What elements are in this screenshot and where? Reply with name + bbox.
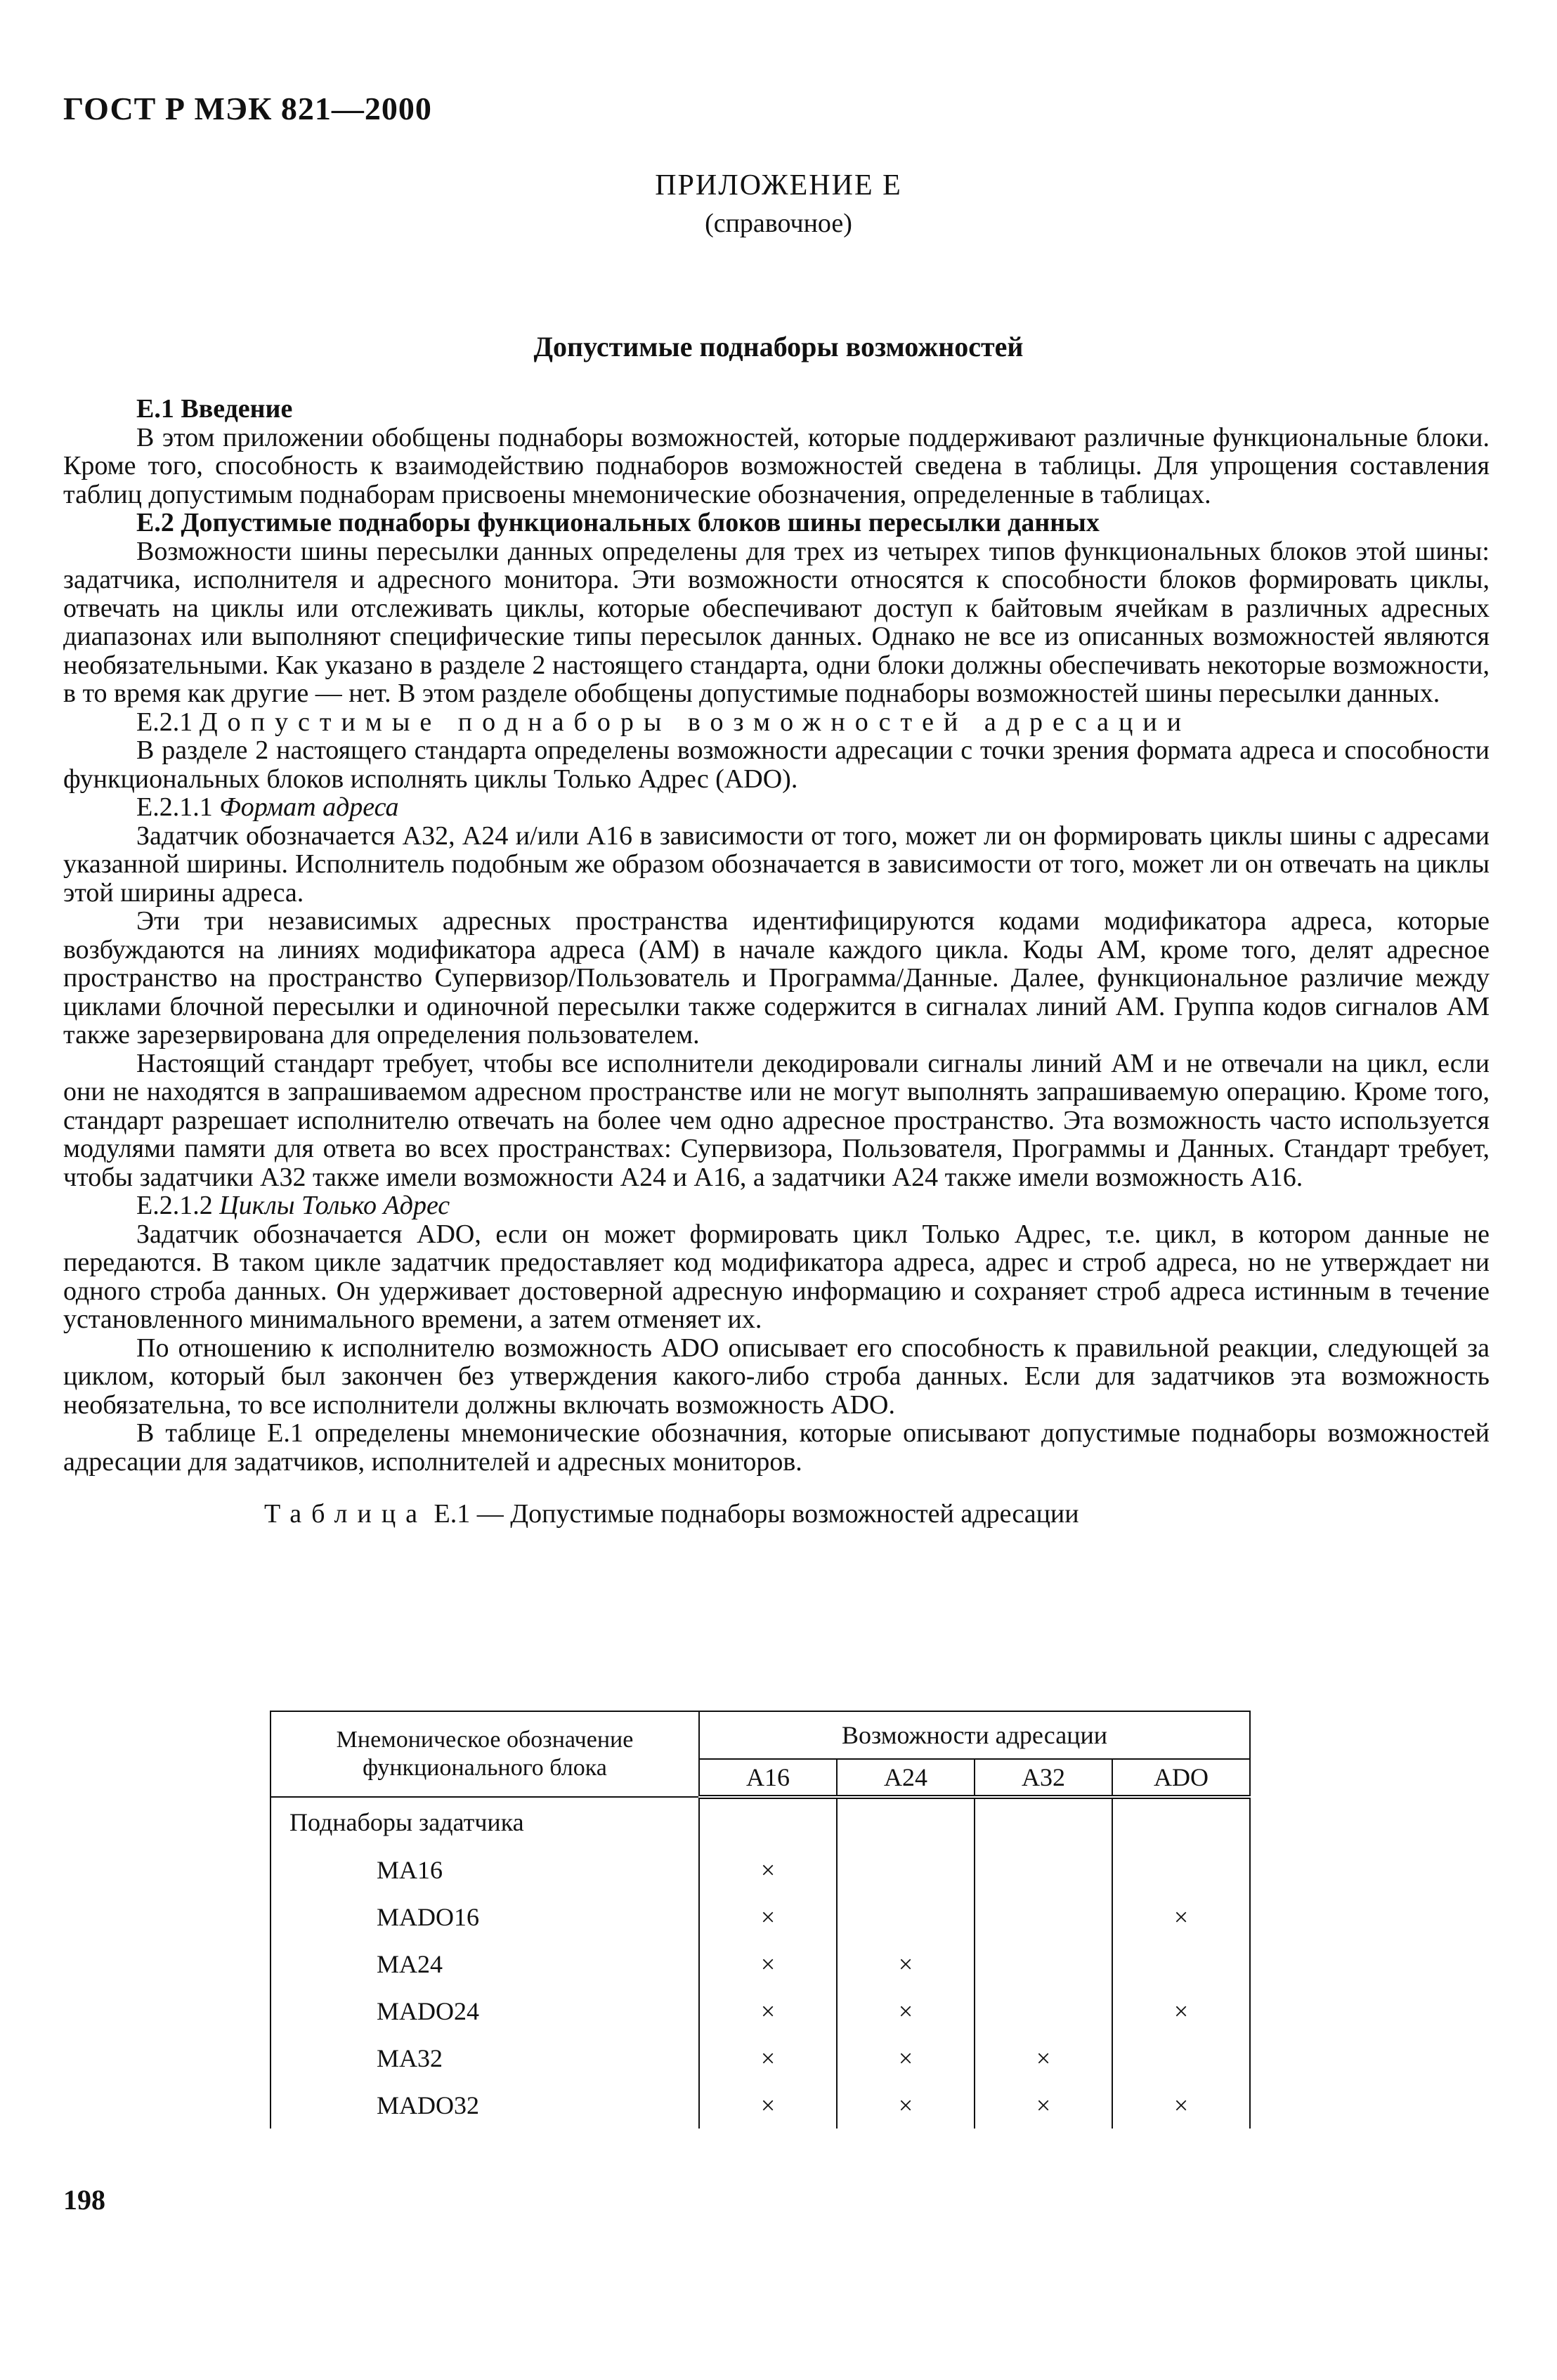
column-header-a24: А24 xyxy=(837,1759,975,1797)
addressing-subsets-table xyxy=(270,1711,1251,2129)
mark-cell: × xyxy=(699,2034,837,2081)
subsection-heading-e212 xyxy=(63,1191,1490,1220)
mark-cell xyxy=(975,1940,1112,1987)
document-body xyxy=(63,395,1490,1529)
subsection-number: Е.2.1 xyxy=(136,707,193,737)
table-caption-text: Е.1 — Допустимые поднаборы возможностей адресации xyxy=(434,1499,1079,1529)
column-header-ado: ADO xyxy=(1112,1759,1250,1797)
mark-cell xyxy=(1112,1846,1250,1893)
subsection-heading-e211 xyxy=(63,793,1490,822)
mark-cell xyxy=(975,1846,1112,1893)
table-row xyxy=(271,1846,1250,1893)
mark-cell: × xyxy=(975,2081,1112,2129)
appendix-title: ПРИЛОЖЕНИЕ Е xyxy=(655,169,902,202)
subsection-title: Циклы Только Адрес xyxy=(219,1191,450,1220)
row-label: MADO16 xyxy=(271,1893,699,1940)
table-group-row xyxy=(271,1797,1250,1846)
subsection-number: Е.2.1.1 xyxy=(136,792,213,822)
table-cell xyxy=(837,1797,975,1846)
table-cell xyxy=(1112,1797,1250,1846)
group-label: Поднаборы задатчика xyxy=(271,1797,699,1846)
standard-header: ГОСТ Р МЭК 821—2000 xyxy=(63,91,432,126)
table-row xyxy=(271,1893,1250,1940)
appendix-subtitle: (справочное) xyxy=(705,209,852,238)
mark-cell xyxy=(837,1846,975,1893)
subsection-number: Е.2.1.2 xyxy=(136,1191,213,1220)
paragraph: Задатчик обозначается А32, А24 и/или А16 в зависимости от того, может ли он формировать циклы шины с адресами указанной ширины. Исполнитель подобным же образом обозначается в зависимости от того, может ли он отвечать на циклы этой ширины адреса. xyxy=(63,820,1490,908)
row-label: MA32 xyxy=(271,2034,699,2081)
mark-cell: × xyxy=(699,1846,837,1893)
paragraph: Настоящий стандарт требует, чтобы все исполнители декодировали сигналы линий АМ и не отвечали на цикл, если они не находятся в запрашиваемом адресном пространстве или не могут выполнять запрашиваемую операцию. Кроме того, стандарт разрешает исполнителю отвечать на более чем одно адресное пространство. Эта возможность часто используется модулями памяти для ответа во всех пространствах: Супервизора, Пользователя, Программы и Данных. Стандарт требует, чтобы задатчики А32 также имели возможности А24 и А16, а задатчики А24 также имели возможность А16. xyxy=(63,1048,1490,1192)
table-row xyxy=(271,1987,1250,2034)
row-label: MADO32 xyxy=(271,2081,699,2129)
mark-cell: × xyxy=(837,1940,975,1987)
table-cell xyxy=(975,1797,1112,1846)
mark-cell: × xyxy=(699,1940,837,1987)
row-label: MA16 xyxy=(271,1846,699,1893)
mark-cell: × xyxy=(975,2034,1112,2081)
column-header-mnemonic: Мнемоническое обозначение функционального блока xyxy=(271,1711,699,1797)
mark-cell xyxy=(975,1987,1112,2034)
paragraph: В таблице Е.1 определены мнемонические обозначния, которые описывают допустимые поднаборы возможностей адресации для задатчиков, исполнителей и адресных мониторов. xyxy=(63,1418,1490,1477)
table-cell xyxy=(699,1797,837,1846)
page-number: 198 xyxy=(63,2184,105,2216)
mark-cell: × xyxy=(699,2081,837,2129)
mark-cell xyxy=(1112,2034,1250,2081)
column-group-header: Возможности адресации xyxy=(699,1711,1250,1759)
section-heading-e2: Е.2 Допустимые поднаборы функциональных блоков шины пересылки данных xyxy=(136,508,1100,537)
paragraph: В этом приложении обобщены поднаборы возможностей, которые поддерживают различные функциональные блоки. Кроме того, способность к взаимодействию поднаборов возможностей сведена в таблицы. Для упрощения составления таблиц допустимым поднаборам присвоены мнемонические обозначения, определенные в таблицах. xyxy=(63,422,1490,509)
row-label: MA24 xyxy=(271,1940,699,1987)
row-label: MADO24 xyxy=(271,1987,699,2034)
document-title: Допустимые поднаборы возможностей xyxy=(533,331,1024,362)
mark-cell xyxy=(975,1893,1112,1940)
mark-cell xyxy=(1112,1940,1250,1987)
mark-cell: × xyxy=(837,2034,975,2081)
subsection-heading-e21 xyxy=(63,708,1490,737)
section-heading-e1: Е.1 Введение xyxy=(136,394,293,424)
paragraph: Задатчик обозначается ADO, если он может формировать цикл Только Адрес, т.е. цикл, в котором данные не передаются. В таком цикле задатчик предоставляет код модификатора адреса, адрес и строб адреса, но не утверждает ни одного строба данных. Он удерживает достоверной адресную информацию и сохраняет строб адреса истинным в течение установленного минимального времени, а затем отменяет их. xyxy=(63,1219,1490,1334)
paragraph: В разделе 2 настоящего стандарта определены возможности адресации с точки зрения формата адреса и способности функциональных блоков исполнять циклы Только Адрес (ADO). xyxy=(63,735,1490,794)
paragraph: Возможности шины пересылки данных определены для трех из четырех типов функциональных блоков этой шины: задатчика, исполнителя и адресного монитора. Эти возможности относятся к способности блоков формировать циклы, отвечать на циклы или отслеживать циклы, которые обеспечивают доступ к байтовым ячейкам в различных адресных диапазонах или выполняют специфические типы пересылок данных. Однако не все из описанных возможностей являются необязательными. Как указано в разделе 2 настоящего стандарта, одни блоки должны обеспечивать некоторые возможности, в то время как другие — нет. В этом разделе обобщены допустимые поднаборы возможностей шины пересылки данных. xyxy=(63,536,1490,708)
mark-cell: × xyxy=(1112,2081,1250,2129)
column-header-a32: А32 xyxy=(975,1759,1112,1797)
mark-cell: × xyxy=(699,1893,837,1940)
mark-cell: × xyxy=(1112,1893,1250,1940)
mark-cell: × xyxy=(837,1987,975,2034)
table-row xyxy=(271,2034,1250,2081)
subsection-title: Формат адреса xyxy=(219,792,399,822)
mark-cell: × xyxy=(699,1987,837,2034)
mark-cell: × xyxy=(1112,1987,1250,2034)
mark-cell: × xyxy=(837,2081,975,2129)
paragraph: Эти три независимых адресных пространства идентифицируются кодами модификатора адреса, которые возбуждаются на линиях модификатора адреса (АМ) в начале каждого цикла. Коды АМ, кроме того, делят адресное пространство на пространство Супервизор/Пользователь и Программа/Данные. Далее, функциональное различие между циклами блочной пересылки и одиночной пересылки также содержится в сигналах линий АМ. Группа кодов сигналов АМ также зарезервирована для определения пользователем. xyxy=(63,906,1490,1050)
mark-cell xyxy=(837,1893,975,1940)
table-row xyxy=(271,2081,1250,2129)
subsection-title: Допустимые поднаборы возможностей адресации xyxy=(199,707,1192,737)
column-header-a16: А16 xyxy=(699,1759,837,1797)
table-row xyxy=(271,1940,1250,1987)
table-caption-label: Таблица xyxy=(264,1499,428,1529)
table-caption xyxy=(63,1500,1490,1529)
paragraph: По отношению к исполнителю возможность ADO описывает его способность к правильной реакции, следующей за циклом, который был закончен без утверждения какого-либо строба данных. Если для задатчиков эта возможность необязательна, то все исполнители должны включать возможность ADO. xyxy=(63,1333,1490,1420)
